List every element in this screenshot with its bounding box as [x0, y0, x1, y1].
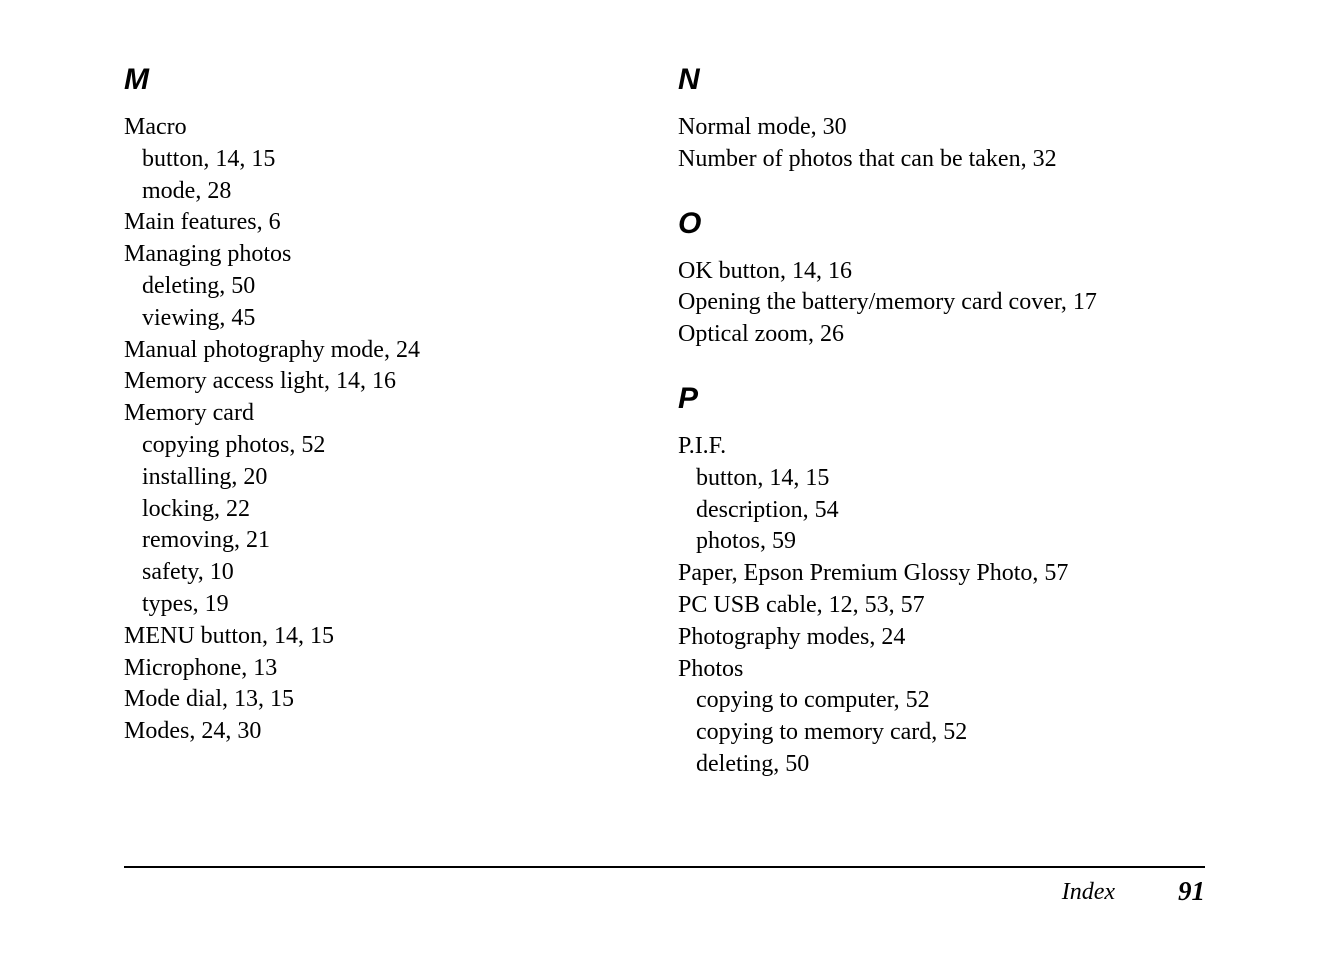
index-entry: Main features, 6: [124, 209, 281, 236]
index-entry-list: [678, 256, 1238, 351]
index-letter-heading: M: [124, 63, 149, 96]
index-entry: Modes, 24, 30: [124, 718, 262, 745]
index-column-left: [124, 60, 624, 748]
index-subentry: description, 54: [696, 496, 839, 523]
index-entry-list: [678, 112, 1238, 176]
index-entry: Optical zoom, 26: [678, 321, 844, 348]
index-letter-heading: N: [678, 63, 700, 96]
index-entry: Opening the battery/memory card cover, 17: [678, 289, 1097, 316]
index-entry: PC USB cable, 12, 53, 57: [678, 591, 925, 618]
index-entry: Manual photography mode, 24: [124, 336, 420, 363]
index-subentry: copying to memory card, 52: [696, 719, 968, 746]
index-subentry: safety, 10: [142, 559, 234, 586]
index-subentry: button, 14, 15: [696, 464, 830, 491]
index-entry: P.I.F.: [678, 432, 727, 459]
index-subentry: button, 14, 15: [142, 145, 276, 172]
page-number: 91: [1178, 876, 1205, 906]
footer-divider: [124, 866, 1205, 868]
index-entry: Memory card: [124, 400, 254, 427]
index-section-p: [678, 379, 1238, 781]
index-entry-list: [124, 112, 624, 748]
index-section-m: [124, 60, 624, 748]
index-subentry: deleting, 50: [696, 750, 810, 777]
index-subentry: installing, 20: [142, 463, 268, 490]
index-subentry: copying photos, 52: [142, 431, 326, 458]
index-entry: Microphone, 13: [124, 654, 278, 681]
index-entry: Managing photos: [124, 241, 292, 268]
index-subentry: removing, 21: [142, 527, 270, 554]
index-letter-heading: O: [678, 206, 702, 240]
index-subentry: deleting, 50: [142, 272, 256, 299]
index-section-n: [678, 60, 1238, 176]
index-column-right: [678, 60, 1238, 781]
index-entry: Number of photos that can be taken, 32: [678, 145, 1057, 172]
index-entry: Macro: [124, 114, 187, 140]
index-entry: Paper, Epson Premium Glossy Photo, 57: [678, 560, 1069, 587]
index-subentry: types, 19: [142, 590, 229, 617]
index-letter-heading: P: [678, 381, 699, 415]
index-subentry: copying to computer, 52: [696, 687, 930, 714]
index-section-o: [678, 204, 1238, 351]
index-entry: Photography modes, 24: [678, 623, 906, 650]
index-entry: Normal mode, 30: [678, 114, 847, 140]
index-subentry: photos, 59: [696, 528, 797, 555]
index-entry: Photos: [678, 655, 744, 682]
index-subentry: locking, 22: [142, 495, 250, 522]
index-entry: Mode dial, 13, 15: [124, 686, 294, 713]
index-entry-list: [678, 431, 1238, 781]
index-subentry: mode, 28: [142, 177, 232, 204]
footer-section-label: Index: [1061, 879, 1115, 905]
index-entry: Memory access light, 14, 16: [124, 368, 396, 395]
index-entry: OK button, 14, 16: [678, 257, 852, 284]
index-entry: MENU button, 14, 15: [124, 622, 334, 649]
index-subentry: viewing, 45: [142, 304, 256, 331]
